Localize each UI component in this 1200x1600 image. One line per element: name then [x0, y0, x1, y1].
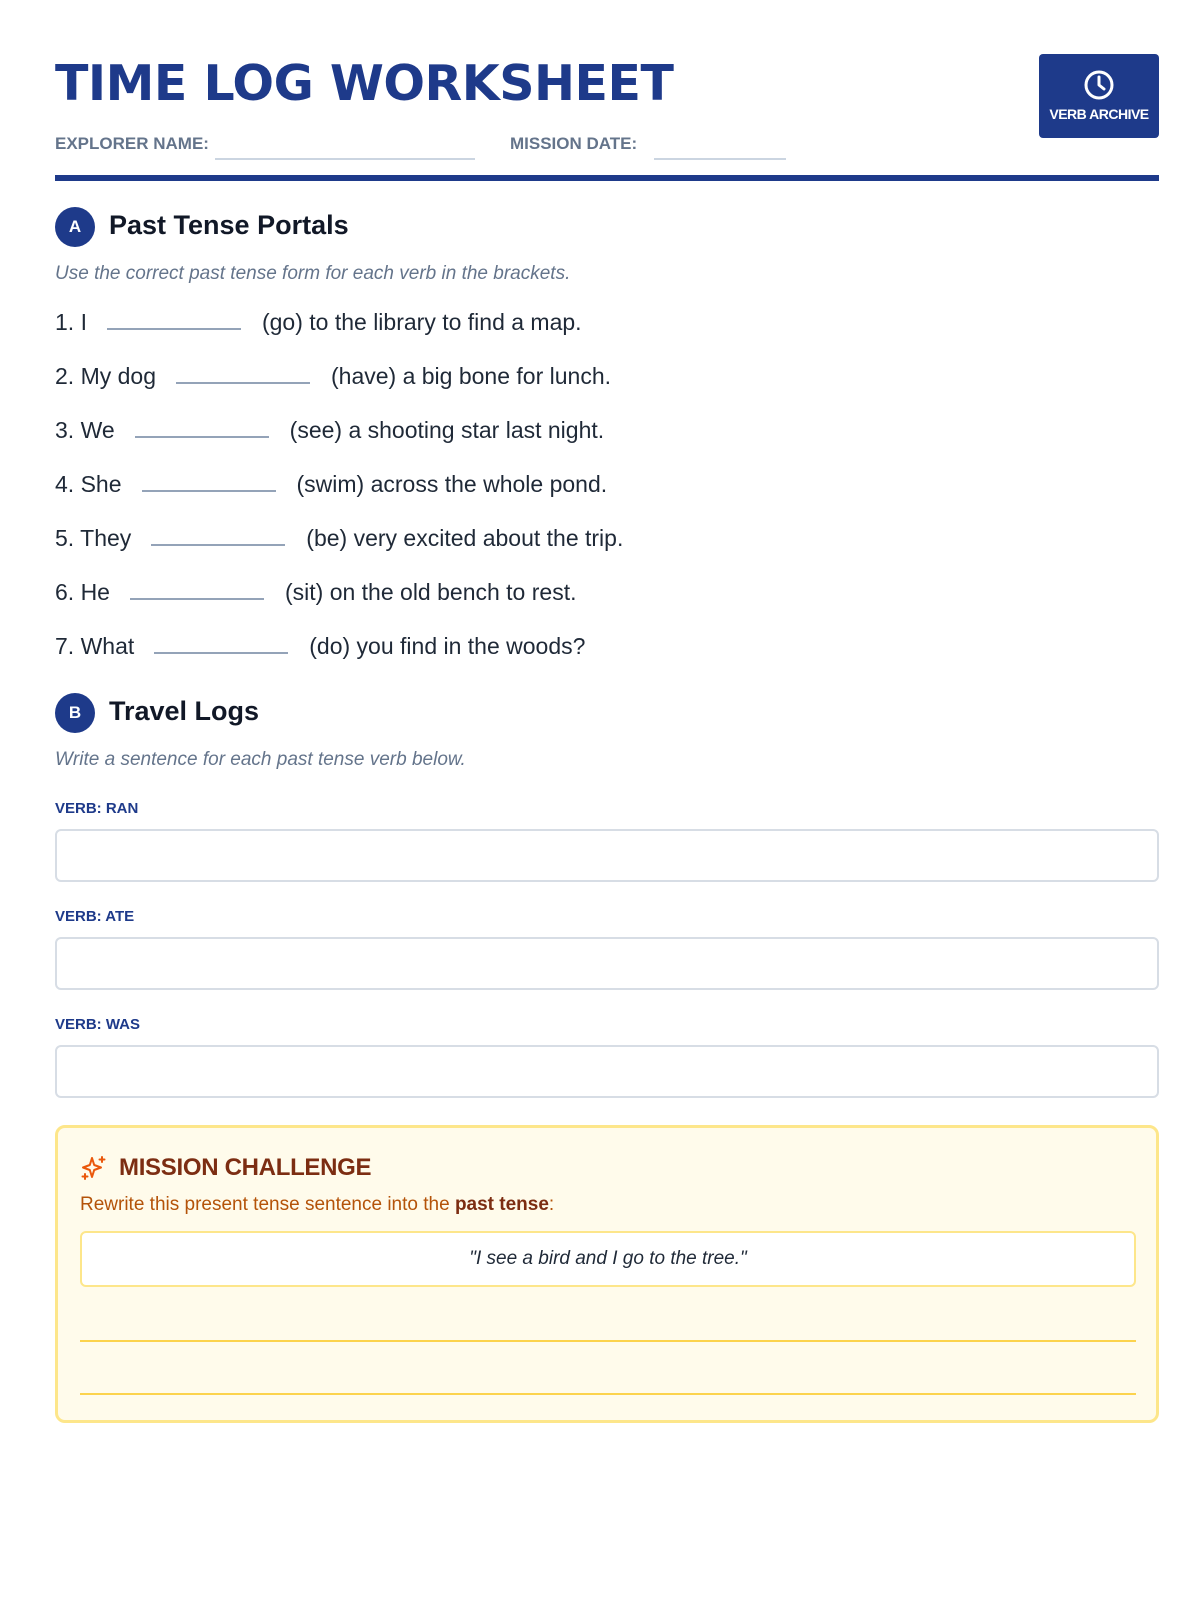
challenge-instruction-text: Rewrite this present tense sentence into the [80, 1194, 455, 1215]
answer-blank[interactable] [154, 652, 288, 654]
item-lead: 3. We [55, 417, 115, 443]
page-title: TIME LOG WORKSHEET [55, 55, 674, 112]
explorer-name-field[interactable] [215, 158, 475, 160]
item-lead: 1. I [55, 309, 87, 335]
section-b-badge: B [55, 693, 95, 733]
section-a-title: Past Tense Portals [109, 210, 349, 240]
section-b-title: Travel Logs [109, 696, 260, 726]
answer-blank[interactable] [107, 328, 241, 330]
mission-date-label: MISSION DATE: [510, 134, 638, 153]
sentence-input-ran[interactable] [55, 829, 1159, 882]
mission-date-field[interactable] [654, 158, 786, 160]
item-lead: 2. My dog [55, 363, 156, 389]
explorer-name-label: EXPLORER NAME: [55, 134, 209, 153]
fill-in-item-4 [55, 466, 607, 498]
challenge-instructions [80, 1194, 554, 1216]
item-text: (sit) on the old bench to rest. [284, 579, 577, 605]
clock-icon [1082, 68, 1116, 102]
item-lead: 6. He [55, 579, 110, 605]
answer-blank[interactable] [176, 382, 310, 384]
verb-label-was: VERB: WAS [55, 1016, 141, 1033]
section-a-badge: A [55, 207, 95, 247]
fill-in-item-5 [55, 520, 623, 552]
challenge-title: MISSION CHALLENGE [119, 1154, 372, 1181]
item-lead: 5. They [55, 525, 132, 551]
answer-blank[interactable] [135, 436, 269, 438]
fill-in-item-2 [55, 358, 611, 390]
section-a-instructions: Use the correct past tense form for each verb in the brackets. [55, 263, 571, 284]
verb-archive-button[interactable] [1039, 54, 1159, 138]
sentence-input-ate[interactable] [55, 937, 1159, 990]
fill-in-item-1 [55, 304, 582, 336]
fill-in-item-6 [55, 574, 576, 606]
header-divider [55, 175, 1159, 181]
item-text: (go) to the library to find a map. [261, 309, 582, 335]
sentence-input-was[interactable] [55, 1045, 1159, 1098]
item-text: (swim) across the whole pond. [296, 471, 608, 497]
item-text: (be) very excited about the trip. [306, 525, 624, 551]
challenge-instruction-emphasis: past tense [454, 1194, 549, 1215]
challenge-quote: "I see a bird and I go to the tree." [80, 1231, 1136, 1287]
item-text: (have) a big bone for lunch. [331, 363, 612, 389]
fill-in-item-7 [55, 628, 585, 660]
section-b-instructions: Write a sentence for each past tense verb below. [55, 749, 466, 770]
item-lead: 4. She [55, 471, 122, 497]
answer-blank[interactable] [142, 490, 276, 492]
verb-archive-label: VERB ARCHIVE [1049, 106, 1149, 122]
answer-line-1[interactable] [80, 1340, 1136, 1342]
fill-in-item-3 [55, 412, 604, 444]
item-text: (do) you find in the woods? [309, 633, 586, 659]
sparkles-icon [80, 1154, 108, 1182]
item-text: (see) a shooting star last night. [289, 417, 605, 443]
mission-challenge-box [55, 1125, 1159, 1423]
challenge-instruction-end: : [548, 1194, 555, 1215]
answer-blank[interactable] [130, 598, 264, 600]
verb-label-ate: VERB: ATE [55, 908, 135, 925]
item-lead: 7. What [55, 633, 135, 659]
answer-line-2[interactable] [80, 1393, 1136, 1395]
verb-label-ran: VERB: RAN [55, 800, 139, 817]
answer-blank[interactable] [151, 544, 285, 546]
